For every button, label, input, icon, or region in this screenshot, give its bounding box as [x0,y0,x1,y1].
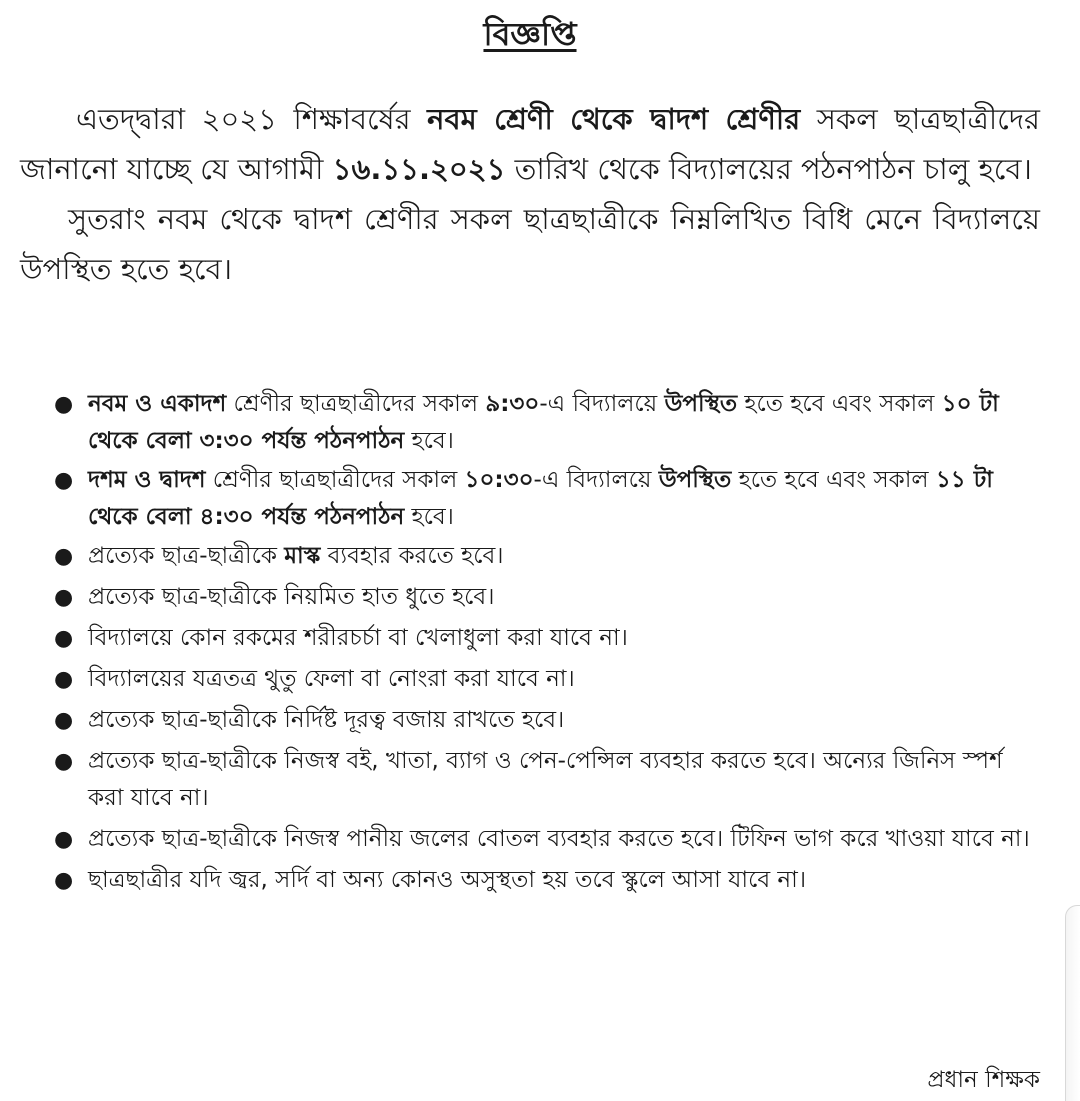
bullet-icon: ● [54,626,74,651]
rule-2-text: শ্রেণীর ছাত্রছাত্রীদের সকাল [205,467,465,493]
rule-10-text: ছাত্রছাত্রীর যদি জ্বর, সর্দি বা অন্য কোনও অসুস্থতা হয় তবে স্কুলে আসা যাবে না। [88,867,807,893]
bullet-icon: ● [54,667,74,692]
rule-2-text: হতে হবে এবং সকাল [731,467,936,493]
intro-paragraph-1 [20,94,1040,194]
rule-4-text: প্রত্যেক ছাত্র-ছাত্রীকে নিয়মিত হাত ধুতে হবে। [88,584,495,610]
rule-1-text: হবে। [404,428,454,454]
intro-classes-bold: নবম শ্রেণী থেকে দ্বাদশ শ্রেণীর [427,102,801,136]
rule-2-present: উপস্থিত [658,467,732,493]
bullet-icon: ● [54,827,74,852]
page-edge-shadow [1065,905,1080,1101]
rule-1-text: -এ বিদ্যালয়ে [539,391,665,417]
intro-text-a: এতদ্দ্বারা ২০২১ শিক্ষাবর্ষের [76,102,428,136]
rule-1-text: হতে হবে এবং সকাল [737,391,942,417]
rule-item-2 [50,462,1042,536]
notice-title-text: বিজ্ঞপ্তি [483,15,577,53]
rule-item-6 [50,661,1042,698]
intro-text-p2: সুতরাং নবম থেকে দ্বাদশ শ্রেণীর সকল ছাত্রছাত্রীকে নিম্নলিখিত বিধি মেনে বিদ্যালয়ে উপস্থিত হতে হবে। [20,202,1040,286]
rule-2-text: -এ বিদ্যালয়ে [533,467,659,493]
rule-3-text: প্রত্যেক ছাত্র-ছাত্রীকে [88,543,285,569]
intro-text-d: তারিখ থেকে বিদ্যালয়ের পঠনপাঠন চালু হবে। [505,152,1032,186]
rule-item-7 [50,702,1042,739]
rule-item-9 [50,821,1042,858]
rule-8-text: প্রত্যেক ছাত্র-ছাত্রীকে নিজস্ব বই, খাতা, ব্যাগ ও পেন-পেন্সিল ব্যবহার করতে হবে। অন্যের জিনিস স্পর্শ করা যাবে না। [88,748,1003,811]
rule-2-arrival-time: ১০:৩০ [464,467,534,493]
bullet-icon: ● [54,468,74,493]
rule-item-1 [50,386,1042,460]
intro-text-c: সকল ছাত্রছাত্রীদের জানানো যাচ্ছে যে আগামী [20,102,1041,186]
bullet-icon: ● [54,868,74,893]
rule-2-classes: দশম ও দ্বাদশ [88,467,206,493]
rule-1-classes: নবম ও একাদশ [88,391,227,417]
rule-2-text: হবে। [404,504,454,530]
rule-6-text: বিদ্যালয়ের যত্রতত্র থুতু ফেলা বা নোংরা করা যাবে না। [88,666,575,692]
intro-paragraph-2 [20,194,1040,294]
rule-2-class-hours: ১১ টা থেকে বেলা ৪:৩০ পর্যন্ত পঠনপাঠন [88,467,993,530]
rule-7-text: প্রত্যেক ছাত্র-ছাত্রীকে নির্দিষ্ট দূরত্ব বজায় রাখতে হবে। [88,707,565,733]
signature-headmaster: প্রধান শিক্ষক [927,1067,1040,1093]
bullet-icon: ● [54,392,74,417]
rule-3-mask: মাস্ক [284,543,321,569]
rule-item-4 [50,579,1042,616]
rule-5-text: বিদ্যালয়ে কোন রকমের শরীরচর্চা বা খেলাধুলা করা যাবে না। [88,625,628,651]
rule-1-present: উপস্থিত [664,391,738,417]
bullet-icon: ● [54,585,74,610]
rule-9-text: প্রত্যেক ছাত্র-ছাত্রীকে নিজস্ব পানীয় জলের বোতল ব্যবহার করতে হবে। টিফিন ভাগ করে খাওয়া যাবে না। [88,826,1030,852]
rule-1-arrival-time: ৯:৩০ [485,391,540,417]
rule-item-8 [50,743,1042,817]
rule-3-text: ব্যবহার করতে হবে। [320,543,504,569]
rule-item-10 [50,862,1042,899]
rule-1-text: শ্রেণীর ছাত্রছাত্রীদের সকাল [226,391,486,417]
bullet-icon: ● [54,708,74,733]
notice-title [0,12,1060,56]
bullet-icon: ● [54,544,74,569]
notice-intro [20,94,1040,294]
bullet-icon: ● [54,749,74,774]
intro-date: ১৬.১১.২০২১ [332,152,506,186]
rules-list [50,386,1042,903]
rule-item-5 [50,620,1042,657]
rule-1-class-hours: ১০ টা থেকে বেলা ৩:৩০ পর্যন্ত পঠনপাঠন [88,391,999,454]
rule-item-3 [50,538,1042,575]
